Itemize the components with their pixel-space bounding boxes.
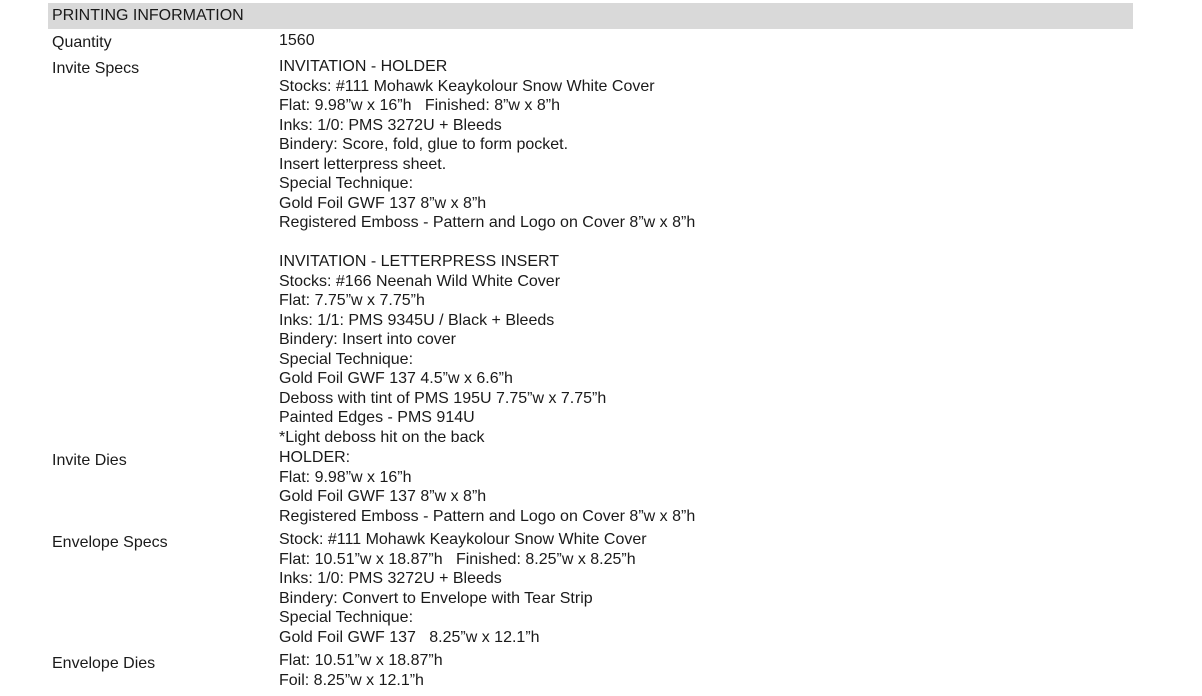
value-line: Gold Foil GWF 137 4.5”w x 6.6”h: [279, 370, 513, 387]
value-line: Deboss with tint of PMS 195U 7.75”w x 7.75”h: [279, 389, 607, 407]
value-line: Bindery: Score, fold, glue to form pocket.: [279, 136, 569, 153]
value-line: Special Technique:: [279, 609, 414, 626]
row-value-invite-specs: [279, 57, 695, 447]
value-line: Registered Emboss - Pattern and Logo on Cover 8”w x 8”h: [279, 507, 696, 525]
value-line: Inks: 1/1: PMS 9345U / Black + Bleeds: [279, 311, 555, 329]
value-line: Gold Foil GWF 137 8”w x 8”h: [279, 194, 487, 212]
value-line: 1560: [279, 32, 315, 49]
value-line: Bindery: Convert to Envelope with Tear Strip: [279, 589, 593, 607]
block-spacer: [279, 233, 695, 253]
value-line: Inks: 1/0: PMS 3272U + Bleeds: [279, 116, 502, 134]
value-line: Special Technique:: [279, 350, 414, 368]
value-line: Gold Foil GWF 137 8”w x 8”h: [279, 488, 487, 505]
value-line: HOLDER:: [279, 449, 351, 466]
value-line: Flat: 7.75”w x 7.75”h: [279, 292, 425, 309]
row-value-invite-dies: [279, 448, 695, 526]
value-line: Insert letterpress sheet.: [279, 155, 447, 173]
value-line: *Light deboss hit on the back: [279, 428, 485, 446]
value-line: Registered Emboss - Pattern and Logo on Cover 8”w x 8”h: [279, 214, 696, 231]
value-line: Gold Foil GWF 137 8.25”w x 12.1”h: [279, 628, 540, 646]
row-label-envelope-specs: Envelope Specs: [52, 534, 168, 551]
value-line: Special Technique:: [279, 175, 414, 192]
value-line: Stocks: #111 Mohawk Keaykolour Snow White Cover: [279, 77, 655, 95]
value-line: INVITATION - LETTERPRESS INSERT: [279, 253, 560, 270]
value-line: Painted Edges - PMS 914U: [279, 409, 475, 426]
value-line: Inks: 1/0: PMS 3272U + Bleeds: [279, 570, 502, 587]
row-label-invite-dies: Invite Dies: [52, 452, 127, 469]
value-line: Stock: #111 Mohawk Keaykolour Snow White Cover: [279, 531, 647, 548]
value-line: Flat: 9.98”w x 16”h: [279, 468, 412, 486]
value-line: INVITATION - HOLDER: [279, 58, 448, 75]
value-line: Bindery: Insert into cover: [279, 331, 456, 348]
row-label-envelope-dies: Envelope Dies: [52, 655, 156, 672]
value-line: Flat: 10.51”w x 18.87”h Finished: 8.25”w x 8.25”h: [279, 550, 636, 568]
value-line: Flat: 10.51”w x 18.87”h: [279, 652, 443, 669]
row-value-envelope-specs: [279, 530, 647, 647]
value-line: Foil: 8.25”w x 12.1”h: [279, 671, 424, 689]
row-label-quantity: Quantity: [52, 34, 112, 51]
row-value-envelope-dies: [279, 651, 443, 690]
row-label-invite-specs: Invite Specs: [52, 60, 140, 77]
value-line: Flat: 9.98”w x 16”h Finished: 8”w x 8”h: [279, 97, 560, 114]
row-value-quantity: [279, 31, 315, 51]
section-header-bar: [48, 3, 1133, 29]
value-line: Stocks: #166 Neenah Wild White Cover: [279, 272, 561, 290]
section-title: PRINTING INFORMATION: [52, 7, 244, 24]
